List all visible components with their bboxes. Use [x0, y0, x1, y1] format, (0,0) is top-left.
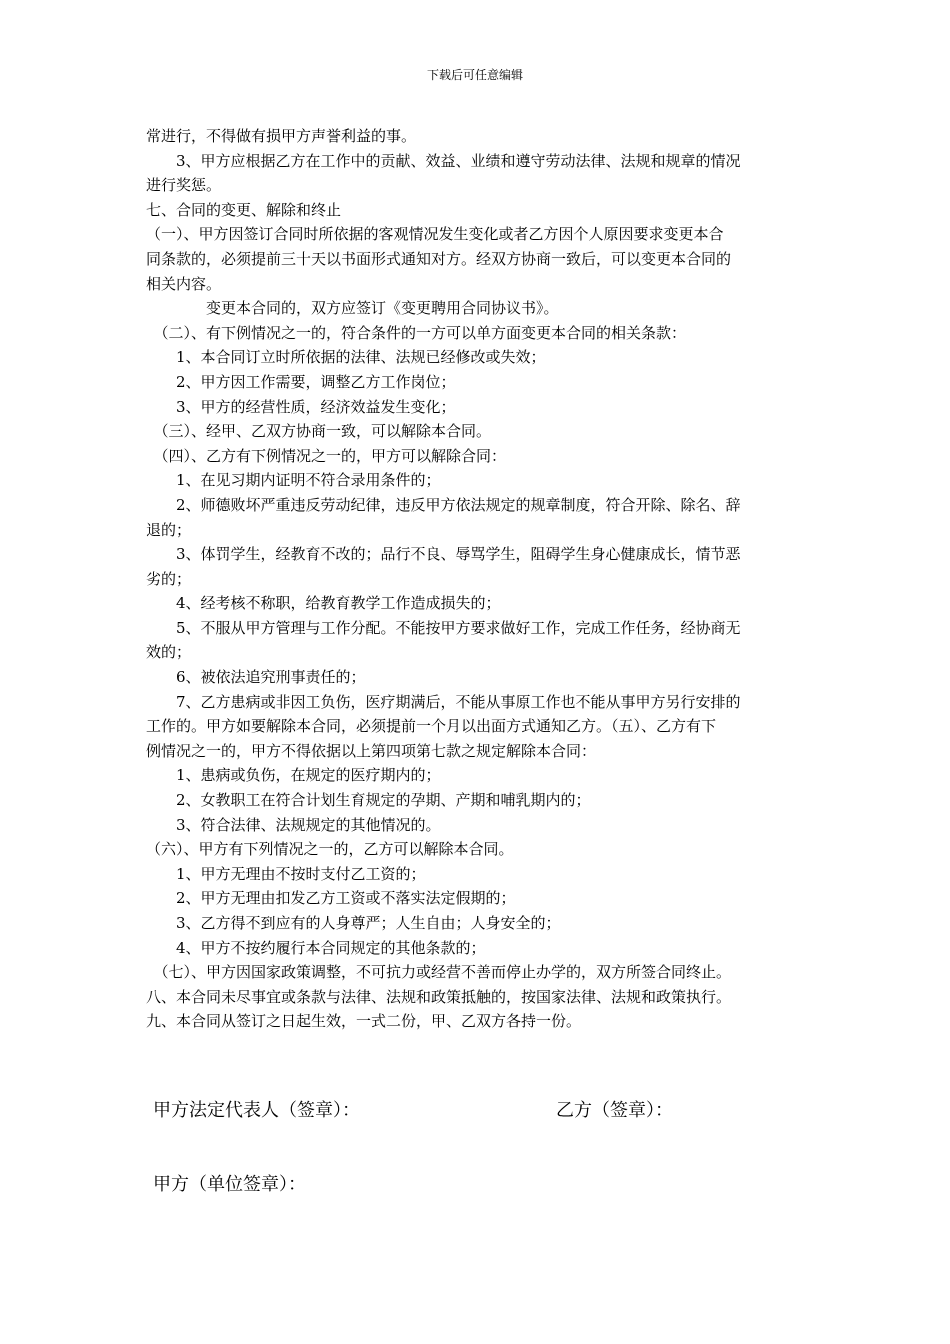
text-line: 3、甲方的经营性质，经济效益发生变化；	[146, 397, 456, 416]
document-body	[146, 124, 810, 1034]
text-line: 1、本合同订立时所依据的法律、法规已经修改或失效；	[146, 348, 546, 367]
text-line: 1、在见习期内证明不符合录用条件的；	[146, 471, 441, 490]
text-line: 八、本合同未尽事宜或条款与法律、法规和政策抵触的，按国家法律、法规和政策执行。	[146, 987, 732, 1006]
text-line: 2、师德败坏严重违反劳动纪律，违反甲方依法规定的规章制度，符合开除、除名、辞	[146, 495, 741, 514]
text-line: （六）、甲方有下列情况之一的，乙方可以解除本合同。	[146, 840, 514, 859]
text-line: 例情况之一的，甲方不得依据以上第四项第七款之规定解除本合同：	[146, 741, 597, 760]
text-line: 劣的；	[146, 569, 192, 588]
text-line: 3、甲方应根据乙方在工作中的贡献、效益、业绩和遵守劳动法律、法规和规章的情况	[146, 151, 741, 170]
page-header: 下载后可任意编辑	[426, 68, 523, 82]
text-line: 同条款的，必须提前三十天以书面形式通知对方。经双方协商一致后，可以变更本合同的	[146, 249, 732, 268]
text-line: 进行奖惩。	[146, 176, 222, 195]
text-line: 3、符合法律、法规规定的其他情况的。	[146, 815, 441, 834]
text-line: 效的；	[146, 643, 192, 662]
party-a-unit-signature-label: 甲方（单位签章）：	[153, 1174, 306, 1195]
text-line: 工作的。甲方如要解除本合同，必须提前一个月以出面方式通知乙方。（五）、乙方有下	[146, 717, 717, 736]
text-line: 4、甲方不按约履行本合同规定的其他条款的；	[146, 938, 486, 957]
text-line: 7、乙方患病或非因工负伤，医疗期满后，不能从事原工作也不能从事甲方另行安排的	[146, 692, 741, 711]
party-b-signature-label: 乙方（签章）：	[556, 1100, 673, 1121]
text-line: 5、不服从甲方管理与工作分配。不能按甲方要求做好工作，完成工作任务，经协商无	[146, 618, 741, 637]
text-line: 6、被依法追究刑事责任的；	[146, 668, 366, 687]
text-line: 2、甲方因工作需要，调整乙方工作岗位；	[146, 372, 456, 391]
text-line: 变更本合同的，双方应签订《变更聘用合同协议书》。	[146, 299, 559, 318]
text-line: （七）、甲方因国家政策调整，不可抗力或经营不善而停止办学的，双方所签合同终止。	[146, 963, 732, 982]
text-line: 九、本合同从签订之日起生效，一式二份，甲、乙双方各持一份。	[146, 1012, 582, 1031]
text-line: 相关内容。	[146, 274, 222, 293]
text-line: 3、乙方得不到应有的人身尊严；人生自由；人身安全的；	[146, 914, 561, 932]
text-line: （二）、有下例情况之一的，符合条件的一方可以单方面变更本合同的相关条款：	[146, 323, 687, 342]
party-a-representative-signature-label: 甲方法定代表人（签章）：	[153, 1100, 360, 1121]
text-line: （四）、乙方有下例情况之一的，甲方可以解除合同：	[146, 446, 507, 465]
text-line: 3、体罚学生，经教育不改的；品行不良、辱骂学生，阻碍学生身心健康成长，情节恶	[146, 545, 741, 564]
text-line: （三）、经甲、乙双方协商一致，可以解除本合同。	[146, 422, 492, 441]
text-line: 1、患病或负伤，在规定的医疗期内的；	[146, 766, 441, 785]
text-line: 2、女教职工在符合计划生育规定的孕期、产期和哺乳期内的；	[146, 791, 591, 810]
text-line: 七、合同的变更、解除和终止	[146, 200, 342, 219]
text-line: 4、经考核不称职，给教育教学工作造成损失的；	[146, 594, 501, 613]
text-line: 常进行，不得做有损甲方声誉利益的事。	[146, 127, 417, 145]
text-line: 1、甲方无理由不按时支付乙工资的；	[146, 864, 426, 883]
text-line: 2、甲方无理由扣发乙方工资或不落实法定假期的；	[146, 889, 516, 908]
text-line: （一）、甲方因签订合同时所依据的客观情况发生变化或者乙方因个人原因要求变更本合	[146, 225, 724, 244]
text-line: 退的；	[146, 520, 192, 539]
